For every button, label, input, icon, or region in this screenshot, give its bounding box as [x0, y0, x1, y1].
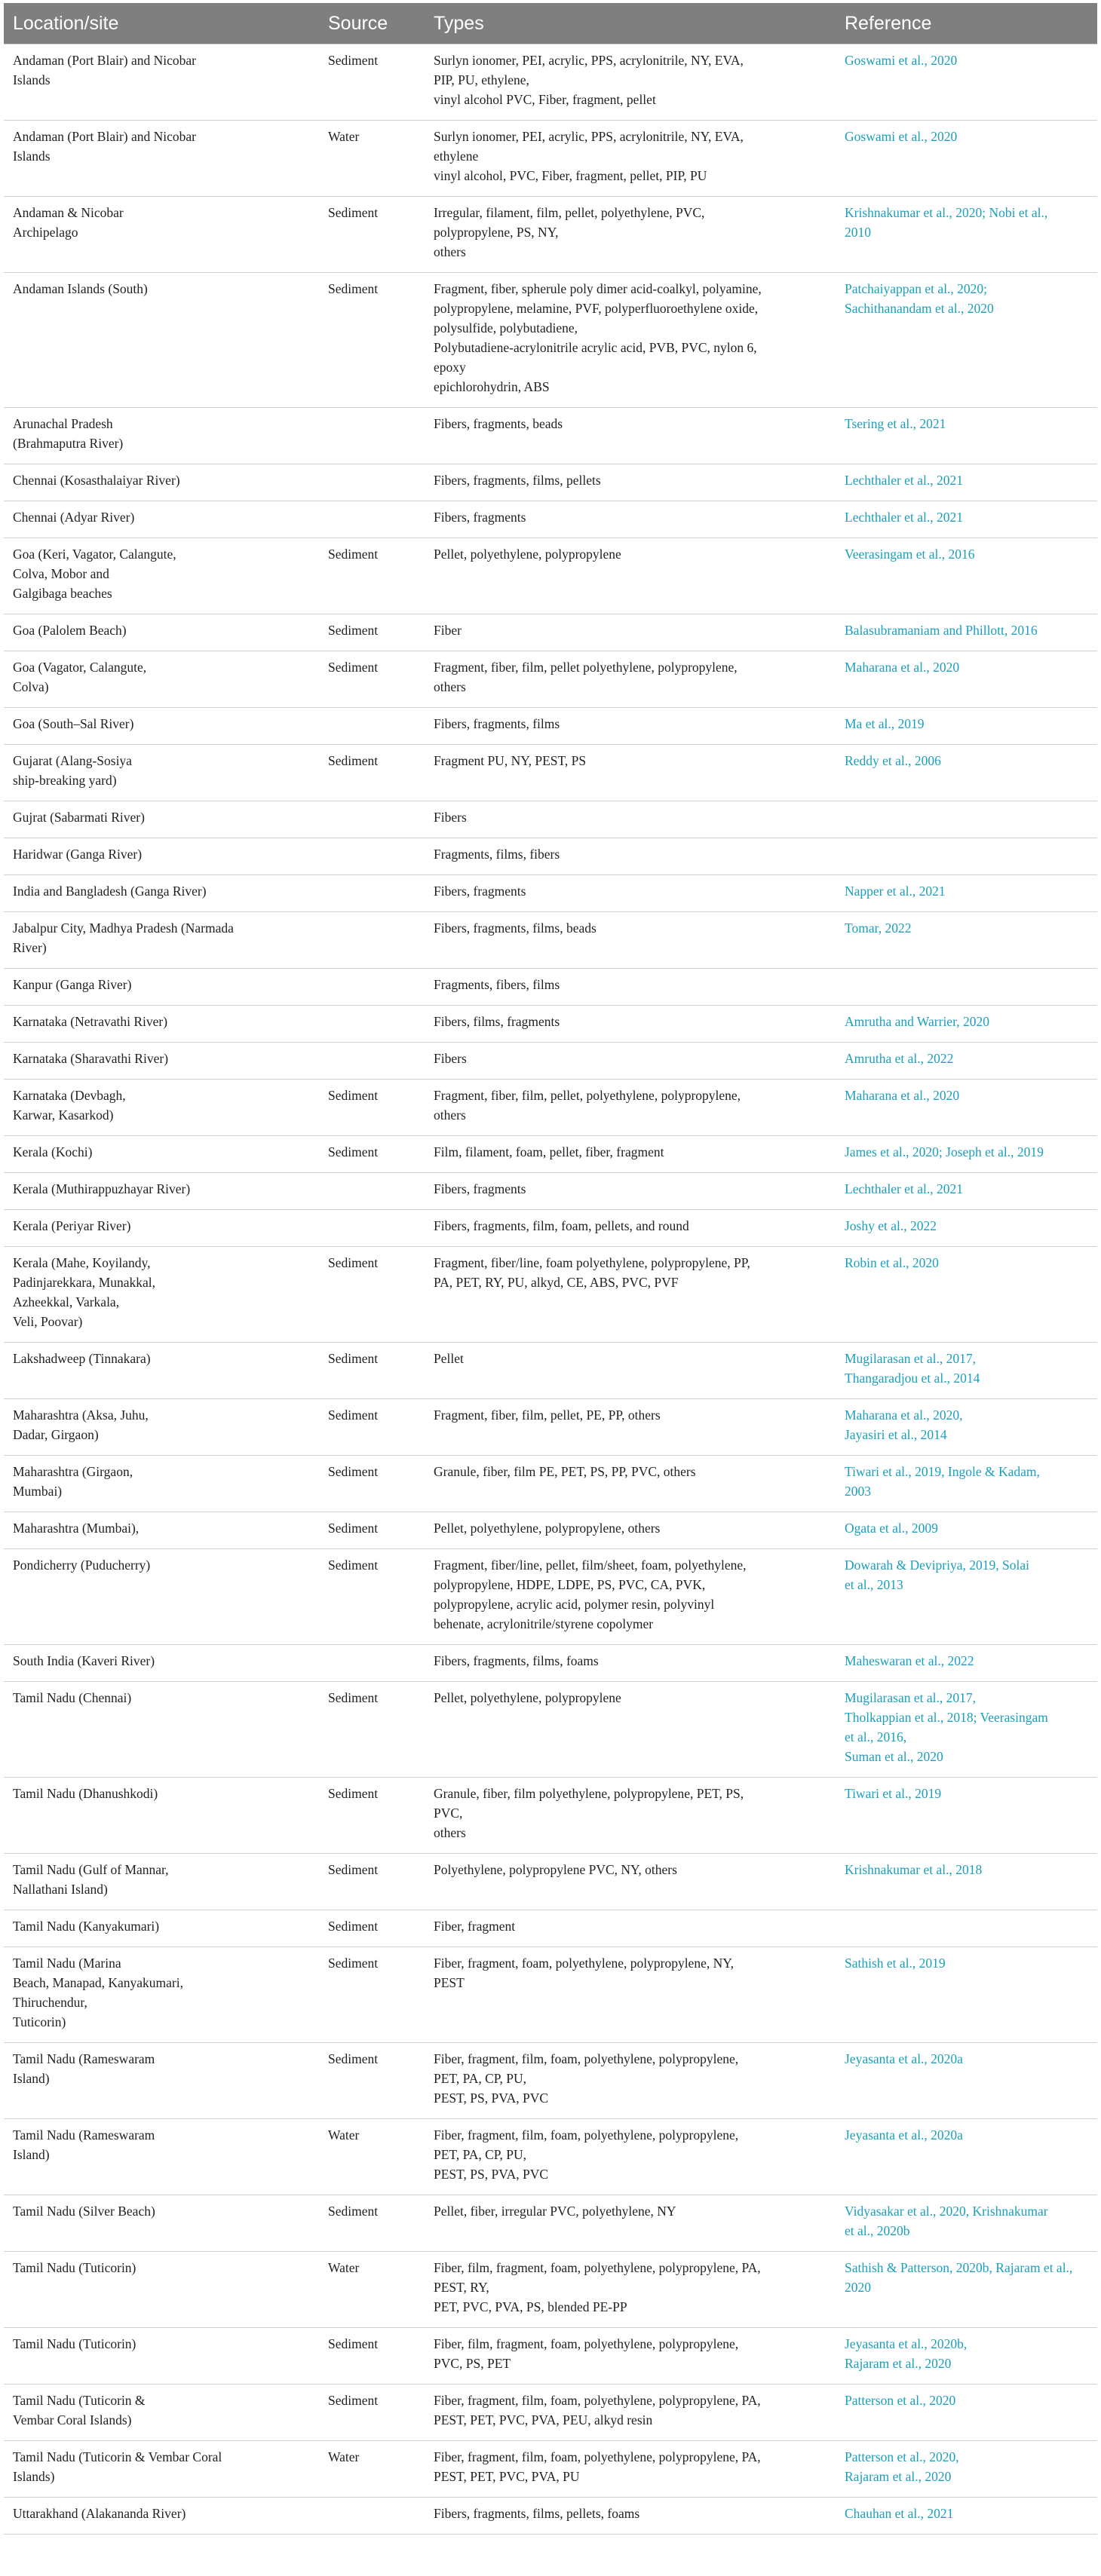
types-cell: Fragments, fibers, films	[422, 969, 833, 1006]
source-cell	[317, 875, 422, 912]
source-cell: Sediment	[317, 538, 422, 614]
table-row	[4, 801, 1097, 838]
source-cell	[317, 464, 422, 501]
reference-link[interactable]: Amrutha et al., 2022	[833, 1043, 1097, 1080]
types-cell: Fibers, fragments, films, pellets	[422, 464, 833, 501]
source-cell: Sediment	[317, 2385, 422, 2441]
reference-link[interactable]: Robin et al., 2020	[833, 1247, 1097, 1343]
table-row	[4, 1947, 1097, 2043]
types-cell: Fragment, fiber/line, foam polyethylene, polypropylene, PP, PA, PET, RY, PU, alkyd, CE, ABS, PVC, PVF	[422, 1247, 833, 1343]
table-row	[4, 1343, 1097, 1399]
table-body	[4, 44, 1097, 2535]
types-cell: Fibers, fragments	[422, 1173, 833, 1210]
reference-link[interactable]: Goswami et al., 2020	[833, 121, 1097, 197]
source-cell	[317, 408, 422, 464]
table-row	[4, 1080, 1097, 1136]
table-row	[4, 1006, 1097, 1043]
table-row	[4, 464, 1097, 501]
location-cell: Goa (Keri, Vagator, Calangute, Colva, Mobor and Galgibaga beaches	[4, 538, 317, 614]
table-row	[4, 1682, 1097, 1778]
source-cell: Water	[317, 2441, 422, 2498]
types-cell: Fiber, film, fragment, foam, polyethylene, polypropylene, PA, PEST, RY, PET, PVC, PVA, PS, blended PE-PP	[422, 2252, 833, 2328]
reference-link[interactable]: Maheswaran et al., 2022	[833, 1645, 1097, 1682]
reference-link[interactable]: Krishnakumar et al., 2020; Nobi et al., 2010	[833, 197, 1097, 273]
source-cell	[317, 708, 422, 745]
types-cell: Fragment, fiber, film, pellet, polyethylene, polypropylene, others	[422, 1080, 833, 1136]
location-cell: Tamil Nadu (Gulf of Mannar, Nallathani Island)	[4, 1854, 317, 1910]
location-cell: Tamil Nadu (Chennai)	[4, 1682, 317, 1778]
location-cell: Maharashtra (Girgaon, Mumbai)	[4, 1456, 317, 1512]
source-cell: Sediment	[317, 1343, 422, 1399]
reference-link[interactable]: Maharana et al., 2020, Jayasiri et al., 2014	[833, 1399, 1097, 1456]
reference-link[interactable]: Balasubramaniam and Phillott, 2016	[833, 614, 1097, 651]
reference-link[interactable]: Chauhan et al., 2021	[833, 2498, 1097, 2535]
column-header-reference: Reference	[833, 3, 1097, 44]
location-cell: Tamil Nadu (Marina Beach, Manapad, Kanyakumari, Thiruchendur, Tuticorin)	[4, 1947, 317, 2043]
reference-link[interactable]: Patterson et al., 2020	[833, 2385, 1097, 2441]
types-cell: Fibers, fragments, beads	[422, 408, 833, 464]
reference-link[interactable]: Napper et al., 2021	[833, 875, 1097, 912]
location-cell: Tamil Nadu (Tuticorin)	[4, 2252, 317, 2328]
types-cell: Fragment, fiber, spherule poly dimer acid-coalkyl, polyamine, polypropylene, melamine, PVF, polyperfluoroethylene oxide, polysulfide, polybutadiene, Polybutadiene-acrylonitrile acrylic acid, PVB, PVC, nylon 6, epoxy epichlorohydrin, ABS	[422, 273, 833, 408]
reference-link[interactable]: Jeyasanta et al., 2020a	[833, 2119, 1097, 2195]
location-cell: Kerala (Mahe, Koyilandy, Padinjarekkara, Munakkal, Azheekkal, Varkala, Veli, Poovar)	[4, 1247, 317, 1343]
source-cell	[317, 1043, 422, 1080]
table-row	[4, 1456, 1097, 1512]
column-header-source: Source	[317, 3, 422, 44]
reference-link[interactable]: Maharana et al., 2020	[833, 1080, 1097, 1136]
types-cell: Pellet	[422, 1343, 833, 1399]
reference-link[interactable]: Lechthaler et al., 2021	[833, 464, 1097, 501]
reference-link[interactable]	[833, 838, 1097, 875]
table-row	[4, 1645, 1097, 1682]
location-cell: Karnataka (Devbagh, Karwar, Kasarkod)	[4, 1080, 317, 1136]
table-row	[4, 2441, 1097, 2498]
source-cell: Sediment	[317, 1778, 422, 1854]
reference-link[interactable]: Mugilarasan et al., 2017, Thangaradjou et al., 2014	[833, 1343, 1097, 1399]
location-cell: Kerala (Periyar River)	[4, 1210, 317, 1247]
types-cell: Fibers	[422, 1043, 833, 1080]
table-row	[4, 44, 1097, 121]
table-row	[4, 1399, 1097, 1456]
location-cell: Tamil Nadu (Rameswaram Island)	[4, 2043, 317, 2119]
location-cell: Tamil Nadu (Kanyakumari)	[4, 1910, 317, 1947]
table-row	[4, 121, 1097, 197]
table-row	[4, 875, 1097, 912]
table-row	[4, 501, 1097, 538]
source-cell: Sediment	[317, 1549, 422, 1645]
types-cell: Film, filament, foam, pellet, fiber, fragment	[422, 1136, 833, 1173]
source-cell: Sediment	[317, 2195, 422, 2252]
types-cell: Fibers, fragments, films, foams	[422, 1645, 833, 1682]
types-cell: Irregular, filament, film, pellet, polyethylene, PVC, polypropylene, PS, NY, others	[422, 197, 833, 273]
reference-link[interactable]	[833, 801, 1097, 838]
types-cell: Fiber, fragment, film, foam, polyethylene, polypropylene, PA, PEST, PET, PVC, PVA, PU	[422, 2441, 833, 2498]
source-cell	[317, 838, 422, 875]
types-cell: Fibers, fragments, film, foam, pellets, and round	[422, 1210, 833, 1247]
column-header-types: Types	[422, 3, 833, 44]
location-cell: Goa (Vagator, Calangute, Colva)	[4, 651, 317, 708]
table-row	[4, 2498, 1097, 2535]
table-row	[4, 708, 1097, 745]
source-cell: Sediment	[317, 44, 422, 121]
table-row	[4, 745, 1097, 801]
microplastics-table	[4, 3, 1097, 2535]
location-cell: Goa (Palolem Beach)	[4, 614, 317, 651]
reference-link[interactable]: Patchaiyappan et al., 2020; Sachithanandam et al., 2020	[833, 273, 1097, 408]
reference-link[interactable]: Lechthaler et al., 2021	[833, 501, 1097, 538]
source-cell: Sediment	[317, 1910, 422, 1947]
table-row	[4, 1549, 1097, 1645]
location-cell: Uttarakhand (Alakananda River)	[4, 2498, 317, 2535]
source-cell: Water	[317, 2119, 422, 2195]
reference-link[interactable]: Ogata et al., 2009	[833, 1512, 1097, 1549]
reference-link[interactable]: Vidyasakar et al., 2020, Krishnakumar et al., 2020b	[833, 2195, 1097, 2252]
table-row	[4, 2252, 1097, 2328]
source-cell	[317, 969, 422, 1006]
reference-link[interactable]: Lechthaler et al., 2021	[833, 1173, 1097, 1210]
source-cell	[317, 501, 422, 538]
reference-link[interactable]: Veerasingam et al., 2016	[833, 538, 1097, 614]
types-cell: Surlyn ionomer, PEI, acrylic, PPS, acrylonitrile, NY, EVA, ethylene vinyl alcohol, PVC, Fiber, fragment, pellet, PIP, PU	[422, 121, 833, 197]
location-cell: Andaman (Port Blair) and Nicobar Islands	[4, 121, 317, 197]
types-cell: Fragment, fiber/line, pellet, film/sheet, foam, polyethylene, polypropylene, HDPE, LDPE, PS, PVC, CA, PVK, polypropylene, acrylic acid, polymer resin, polyvinyl behenate, acrylonitrile/styrene copolymer	[422, 1549, 833, 1645]
table-row	[4, 1136, 1097, 1173]
location-cell: Tamil Nadu (Tuticorin & Vembar Coral Islands)	[4, 2385, 317, 2441]
table-row	[4, 614, 1097, 651]
location-cell: Tamil Nadu (Tuticorin)	[4, 2328, 317, 2385]
location-cell: Pondicherry (Puducherry)	[4, 1549, 317, 1645]
location-cell: Kanpur (Ganga River)	[4, 969, 317, 1006]
location-cell: Lakshadweep (Tinnakara)	[4, 1343, 317, 1399]
types-cell: Pellet, polyethylene, polypropylene	[422, 1682, 833, 1778]
source-cell: Water	[317, 2252, 422, 2328]
types-cell: Fragment PU, NY, PEST, PS	[422, 745, 833, 801]
reference-link[interactable]: Jeyasanta et al., 2020b, Rajaram et al., 2020	[833, 2328, 1097, 2385]
reference-link[interactable]: Sathish et al., 2019	[833, 1947, 1097, 2043]
types-cell: Fragments, films, fibers	[422, 838, 833, 875]
types-cell: Fiber, fragment	[422, 1910, 833, 1947]
location-cell: Andaman Islands (South)	[4, 273, 317, 408]
reference-link[interactable]: Dowarah & Devipriya, 2019, Solai et al., 2013	[833, 1549, 1097, 1645]
location-cell: Haridwar (Ganga River)	[4, 838, 317, 875]
reference-link[interactable]: Ma et al., 2019	[833, 708, 1097, 745]
location-cell: Goa (South–Sal River)	[4, 708, 317, 745]
source-cell: Sediment	[317, 1247, 422, 1343]
reference-link[interactable]: Mugilarasan et al., 2017, Tholkappian et al., 2018; Veerasingam et al., 2016, Suman et al., 2020	[833, 1682, 1097, 1778]
source-cell: Sediment	[317, 2328, 422, 2385]
table-row	[4, 1247, 1097, 1343]
table-row	[4, 651, 1097, 708]
location-cell: Tamil Nadu (Rameswaram Island)	[4, 2119, 317, 2195]
reference-link[interactable]: James et al., 2020; Joseph et al., 2019	[833, 1136, 1097, 1173]
types-cell: Fiber, fragment, film, foam, polyethylene, polypropylene, PET, PA, CP, PU, PEST, PS, PVA, PVC	[422, 2043, 833, 2119]
location-cell: Jabalpur City, Madhya Pradesh (Narmada River)	[4, 912, 317, 969]
types-cell: Fibers, films, fragments	[422, 1006, 833, 1043]
types-cell: Fibers, fragments	[422, 501, 833, 538]
types-cell: Fibers, fragments, films, beads	[422, 912, 833, 969]
types-cell: Surlyn ionomer, PEI, acrylic, PPS, acrylonitrile, NY, EVA, PIP, PU, ethylene, vinyl alcohol PVC, Fiber, fragment, pellet	[422, 44, 833, 121]
source-cell: Sediment	[317, 2043, 422, 2119]
source-cell: Sediment	[317, 1136, 422, 1173]
location-cell: Maharashtra (Aksa, Juhu, Dadar, Girgaon)	[4, 1399, 317, 1456]
table-row	[4, 912, 1097, 969]
source-cell: Sediment	[317, 273, 422, 408]
source-cell: Water	[317, 121, 422, 197]
source-cell: Sediment	[317, 651, 422, 708]
reference-link[interactable]: Tiwari et al., 2019, Ingole & Kadam, 2003	[833, 1456, 1097, 1512]
reference-link[interactable]: Goswami et al., 2020	[833, 44, 1097, 121]
source-cell: Sediment	[317, 197, 422, 273]
reference-link[interactable]: Tomar, 2022	[833, 912, 1097, 969]
types-cell: Fibers, fragments, films	[422, 708, 833, 745]
reference-link[interactable]: Patterson et al., 2020, Rajaram et al., 2020	[833, 2441, 1097, 2498]
types-cell: Fiber	[422, 614, 833, 651]
table-row	[4, 1173, 1097, 1210]
types-cell: Pellet, polyethylene, polypropylene	[422, 538, 833, 614]
types-cell: Fiber, fragment, film, foam, polyethylene, polypropylene, PA, PEST, PET, PVC, PVA, PEU, alkyd resin	[422, 2385, 833, 2441]
table-row	[4, 1043, 1097, 1080]
location-cell: Gujrat (Sabarmati River)	[4, 801, 317, 838]
location-cell: Chennai (Adyar River)	[4, 501, 317, 538]
table-row	[4, 1910, 1097, 1947]
table-row	[4, 2195, 1097, 2252]
reference-link[interactable]	[833, 969, 1097, 1006]
location-cell: Kerala (Muthirappuzhayar River)	[4, 1173, 317, 1210]
types-cell: Pellet, polyethylene, polypropylene, others	[422, 1512, 833, 1549]
source-cell: Sediment	[317, 1399, 422, 1456]
location-cell: Andaman & Nicobar Archipelago	[4, 197, 317, 273]
location-cell: India and Bangladesh (Ganga River)	[4, 875, 317, 912]
source-cell: Sediment	[317, 745, 422, 801]
reference-link[interactable]: Krishnakumar et al., 2018	[833, 1854, 1097, 1910]
source-cell: Sediment	[317, 1456, 422, 1512]
source-cell	[317, 801, 422, 838]
source-cell: Sediment	[317, 1947, 422, 2043]
location-cell: Arunachal Pradesh (Brahmaputra River)	[4, 408, 317, 464]
location-cell: Karnataka (Sharavathi River)	[4, 1043, 317, 1080]
location-cell: Andaman (Port Blair) and Nicobar Islands	[4, 44, 317, 121]
table-row	[4, 2119, 1097, 2195]
reference-link[interactable]: Reddy et al., 2006	[833, 745, 1097, 801]
table-row	[4, 273, 1097, 408]
location-cell: Kerala (Kochi)	[4, 1136, 317, 1173]
table-row	[4, 1210, 1097, 1247]
table-row	[4, 538, 1097, 614]
source-cell	[317, 1173, 422, 1210]
types-cell: Fragment, fiber, film, pellet polyethylene, polypropylene, others	[422, 651, 833, 708]
table-row	[4, 2328, 1097, 2385]
location-cell: Tamil Nadu (Dhanushkodi)	[4, 1778, 317, 1854]
types-cell: Fibers	[422, 801, 833, 838]
reference-link[interactable]: Jeyasanta et al., 2020a	[833, 2043, 1097, 2119]
reference-link[interactable]: Tiwari et al., 2019	[833, 1778, 1097, 1854]
source-cell: Sediment	[317, 1854, 422, 1910]
location-cell: Gujarat (Alang-Sosiya ship-breaking yard)	[4, 745, 317, 801]
column-header-location: Location/site	[4, 3, 317, 44]
source-cell	[317, 1006, 422, 1043]
location-cell: Chennai (Kosasthalaiyar River)	[4, 464, 317, 501]
types-cell: Fibers, fragments, films, pellets, foams	[422, 2498, 833, 2535]
reference-link[interactable]: Maharana et al., 2020	[833, 651, 1097, 708]
table-row	[4, 838, 1097, 875]
table-header	[4, 3, 1097, 44]
reference-link[interactable]: Sathish & Patterson, 2020b, Rajaram et al., 2020	[833, 2252, 1097, 2328]
source-cell: Sediment	[317, 614, 422, 651]
location-cell: Karnataka (Netravathi River)	[4, 1006, 317, 1043]
types-cell: Pellet, fiber, irregular PVC, polyethylene, NY	[422, 2195, 833, 2252]
reference-link[interactable]	[833, 1910, 1097, 1947]
source-cell	[317, 1210, 422, 1247]
types-cell: Fiber, film, fragment, foam, polyethylene, polypropylene, PVC, PS, PET	[422, 2328, 833, 2385]
reference-link[interactable]: Tsering et al., 2021	[833, 408, 1097, 464]
types-cell: Fiber, fragment, film, foam, polyethylene, polypropylene, PET, PA, CP, PU, PEST, PS, PVA, PVC	[422, 2119, 833, 2195]
types-cell: Fragment, fiber, film, pellet, PE, PP, others	[422, 1399, 833, 1456]
table-row	[4, 197, 1097, 273]
types-cell: Granule, fiber, film polyethylene, polypropylene, PET, PS, PVC, others	[422, 1778, 833, 1854]
location-cell: Maharashtra (Mumbai),	[4, 1512, 317, 1549]
reference-link[interactable]: Amrutha and Warrier, 2020	[833, 1006, 1097, 1043]
types-cell: Fibers, fragments	[422, 875, 833, 912]
location-cell: South India (Kaveri River)	[4, 1645, 317, 1682]
table-row	[4, 408, 1097, 464]
types-cell: Granule, fiber, film PE, PET, PS, PP, PVC, others	[422, 1456, 833, 1512]
source-cell	[317, 2498, 422, 2535]
table-row	[4, 2043, 1097, 2119]
source-cell	[317, 1645, 422, 1682]
source-cell: Sediment	[317, 1080, 422, 1136]
reference-link[interactable]: Joshy et al., 2022	[833, 1210, 1097, 1247]
source-cell	[317, 912, 422, 969]
table-row	[4, 2385, 1097, 2441]
source-cell: Sediment	[317, 1682, 422, 1778]
table-row	[4, 1512, 1097, 1549]
table-row	[4, 1778, 1097, 1854]
table-row	[4, 969, 1097, 1006]
table-row	[4, 1854, 1097, 1910]
source-cell: Sediment	[317, 1512, 422, 1549]
location-cell: Tamil Nadu (Silver Beach)	[4, 2195, 317, 2252]
types-cell: Fiber, fragment, foam, polyethylene, polypropylene, NY, PEST	[422, 1947, 833, 2043]
types-cell: Polyethylene, polypropylene PVC, NY, others	[422, 1854, 833, 1910]
location-cell: Tamil Nadu (Tuticorin & Vembar Coral Islands)	[4, 2441, 317, 2498]
header-row	[4, 3, 1097, 44]
